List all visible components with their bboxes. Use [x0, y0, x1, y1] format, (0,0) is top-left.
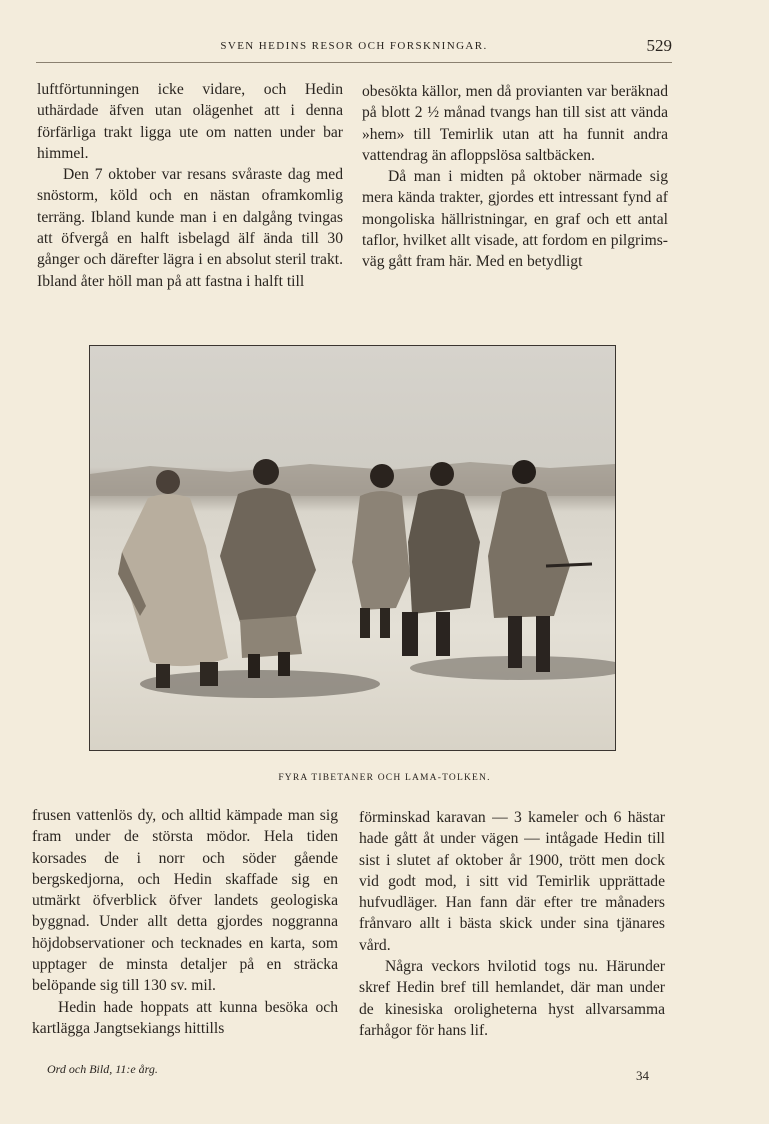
photograph-tibetans: [89, 345, 616, 751]
sheet-signature: 34: [636, 1068, 649, 1083]
paragraph: Hedin hade hoppats att kunna besöka och kartlägga Jangtsekiangs hittills: [32, 998, 338, 1037]
paragraph: Då man i midten på oktober närmade sig mera kända trakter, gjordes ett intressant fynd af mongoliska hällristningar, en graf och ett antal taflor, hvilket allt visade, att fordom en pilgrimsväg gått fram här. Med en betydligt: [362, 168, 668, 271]
photo-illustration: [90, 346, 615, 750]
text-column-bottom-left: [32, 805, 338, 1039]
text-column-top-left: [37, 79, 343, 292]
paragraph: frusen vattenlös dy, och alltid kämpade man sig fram under de största mödor. Hela tiden korsades de i norr och söder gående bergskedjorna, och Hedin skaffade sig en utmärkt öfverblick öfver landets geologiska byggnad. Under allt detta gjordes noggranna höjdobservationer och tecknades en karta, som upptager de minsta detaljer på en sträcka belöpande sig till 130 sv. mil.: [32, 807, 338, 995]
journal-footer: Ord och Bild, 11:e årg.: [47, 1062, 158, 1076]
text-column-bottom-right: [359, 807, 665, 1041]
running-title: SVEN HEDINS RESOR OCH FORSKNINGAR.: [220, 40, 488, 52]
paragraph: luftförtunningen icke vidare, och Hedin uthärdade äfven utan olägenhet att i denna förfärliga trakt ligga ute om natten under bar himmel.: [37, 81, 343, 162]
photo-caption: FYRA TIBETANER OCH LAMA-TOLKEN.: [278, 773, 491, 783]
running-header: [36, 32, 672, 63]
text-column-top-right: [362, 81, 668, 273]
paragraph: förminskad karavan — 3 kameler och 6 hästar hade gått åt under vägen — intågade Hedin till sist i slutet af oktober år 1900, trött men dock vid godt mod, i sitt vid Temirlik upprättade hufvudläger. Han fann där efter tre månaders frånvaro allt i bästa skick under sina tjänares vård.: [359, 809, 665, 954]
paragraph: Några veckors hvilotid togs nu. Härunder skref Hedin bref till hemlandet, där man under de kinesiska oroligheterna hyst allvarsamma farhågor för hans lif.: [359, 958, 665, 1039]
paragraph: obesökta källor, men då provianten var beräknad på blott 2 ½ månad tvangs han till sist att vända »hem» till Temirlik utan att ha funnit andra vattendrag än afloppslösa saltbäcken.: [362, 83, 668, 164]
figure: [118, 470, 228, 688]
paragraph: Den 7 oktober var resans svåraste dag med snöstorm, köld och en nästan oframkomlig terräng. Ibland kunde man i en dalgång tvingas att öfvergå en halft isbelagd älf ända till 30 gånger och därefter lägra i en absolut steril trakt. Ibland åter höll man på att fastna i halft till: [37, 166, 343, 290]
page-number: 529: [646, 36, 672, 55]
